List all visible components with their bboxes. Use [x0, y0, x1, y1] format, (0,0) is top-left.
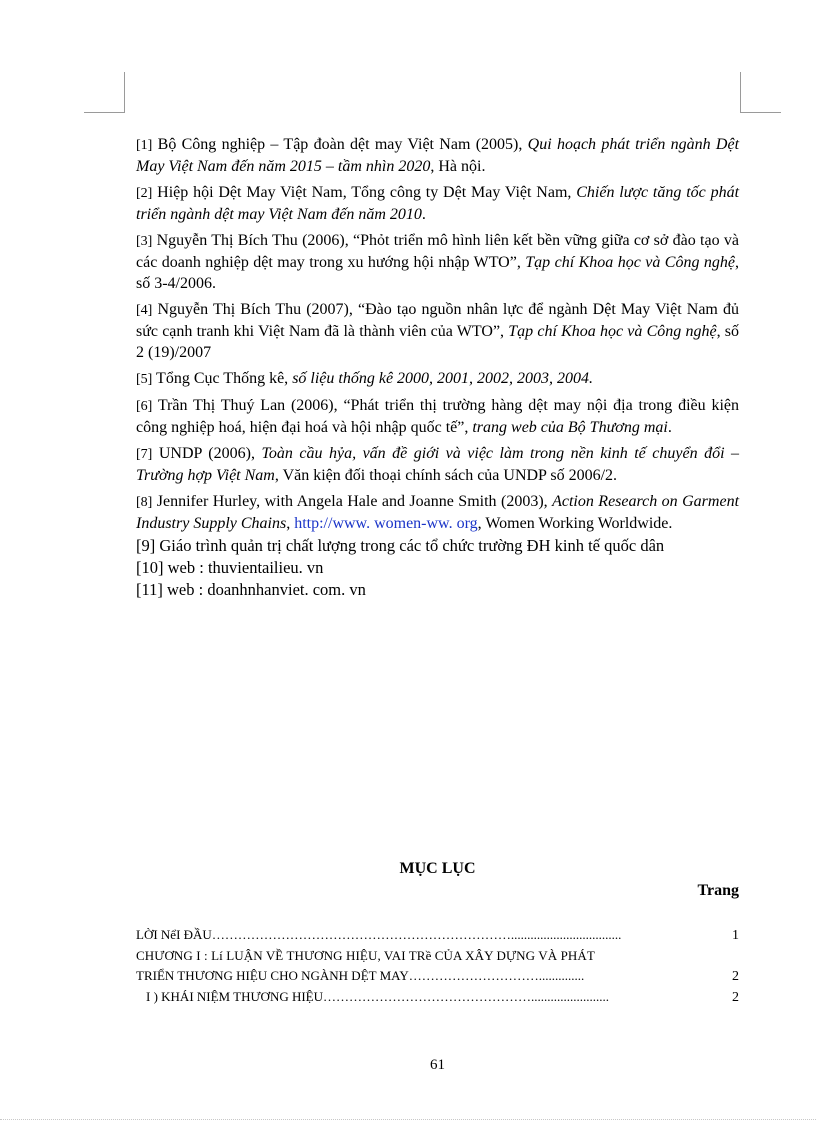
toc-entry[interactable]: CHƯƠNG I : Lí LUẬN VỀ THƯƠNG HIỆU, VAI TRề CỦA XÂY DỰNG VÀ PHÁT [136, 948, 595, 963]
toc-entry[interactable]: TRIỂN THƯƠNG HIỆU CHO NGÀNH DỆT MAY ………………………….............. 2 [136, 966, 739, 987]
reference-item-4: [4] Nguyễn Thị Bích Thu (2007), “Đào tạo nguồn nhân lực để ngành Dệt May Việt Nam đủ sức cạnh tranh khi Việt Nam đã là thành viên của WTO”, Tạp chí Khoa học và Công nghệ, số 2 (19)/2007 [136, 301, 739, 361]
reference-item-8: [8] Jennifer Hurley, with Angela Hale and Joanne Smith (2003), Action Research on Garment Industry Supply Chains, http://www. women-ww. org, Women Working Worldwide. [136, 493, 740, 532]
crop-mark-top-left [84, 72, 125, 113]
toc-entry[interactable]: LỜI NểI ĐẦU …………………………………………………………….................................. 1 [136, 925, 739, 946]
reference-item-3: [3] Nguyễn Thị Bích Thu (2006), “Phỏt triển mô hình liên kết bền vững giữa cơ sở đào tạo và các doanh nghiệp dệt may trong xu hướng hội nhập WTO”, Tạp chí Khoa học và Công nghệ, số 3-4/2006. [136, 232, 740, 292]
page-bottom-divider [0, 1119, 816, 1120]
page-number: 61 [430, 1057, 445, 1073]
reference-list [136, 134, 739, 601]
toc-entry[interactable]: I ) KHÁI NIỆM THƯƠNG HIỆU …………………………………………........................ 2 [136, 987, 739, 1008]
reference-item-5: [5] Tổng Cục Thống kê, số liệu thống kê 2000, 2001, 2002, 2003, 2004. [136, 370, 594, 387]
crop-mark-top-right [740, 72, 781, 113]
reference-item-7: [7] UNDP (2006), Toàn cầu hỷa, vấn đề giới và việc làm trong nền kinh tế chuyển đổi – Trường hợp Việt Nam, Văn kiện đối thoại chính sách của UNDP số 2006/2. [136, 445, 740, 484]
reference-item-9: [9] Giáo trình quản trị chất lượng trong các tổ chức trường ĐH kinh tế quốc dân [136, 536, 665, 555]
toc-page-number: 2 [732, 969, 739, 984]
toc-page-number: 1 [732, 928, 739, 943]
reference-item-2: [2] Hiệp hội Dệt May Việt Nam, Tổng công ty Dệt May Việt Nam, Chiến lược tăng tốc phát triển ngành dệt may Việt Nam đến năm 2010. [136, 184, 740, 223]
reference-item-6: [6] Trần Thị Thuý Lan (2006), “Phát triển thị trường hàng dệt may nội địa trong điều kiện công nghiệp hoá, hiện đại hoá và hội nhập quốc tế”, trang web của Bộ Thương mại. [136, 397, 739, 436]
toc-page-column-header: Trang [697, 882, 739, 899]
toc-page-number: 2 [732, 990, 739, 1005]
table-of-contents [136, 925, 739, 1008]
reference-item-10: [10] web : thuvientailieu. vn [136, 558, 324, 577]
reference-item-11: [11] web : doanhnhanviet. com. vn [136, 580, 366, 599]
website-link[interactable]: http://www. women-ww. org [294, 515, 478, 532]
reference-item-1: [1] Bộ Công nghiệp – Tập đoàn dệt may Việt Nam (2005), Qui hoạch phát triển ngành Dệt May Việt Nam đến năm 2015 – tầm nhìn 2020, Hà nội. [136, 136, 740, 175]
toc-title: MỤC LỤC [399, 860, 476, 877]
